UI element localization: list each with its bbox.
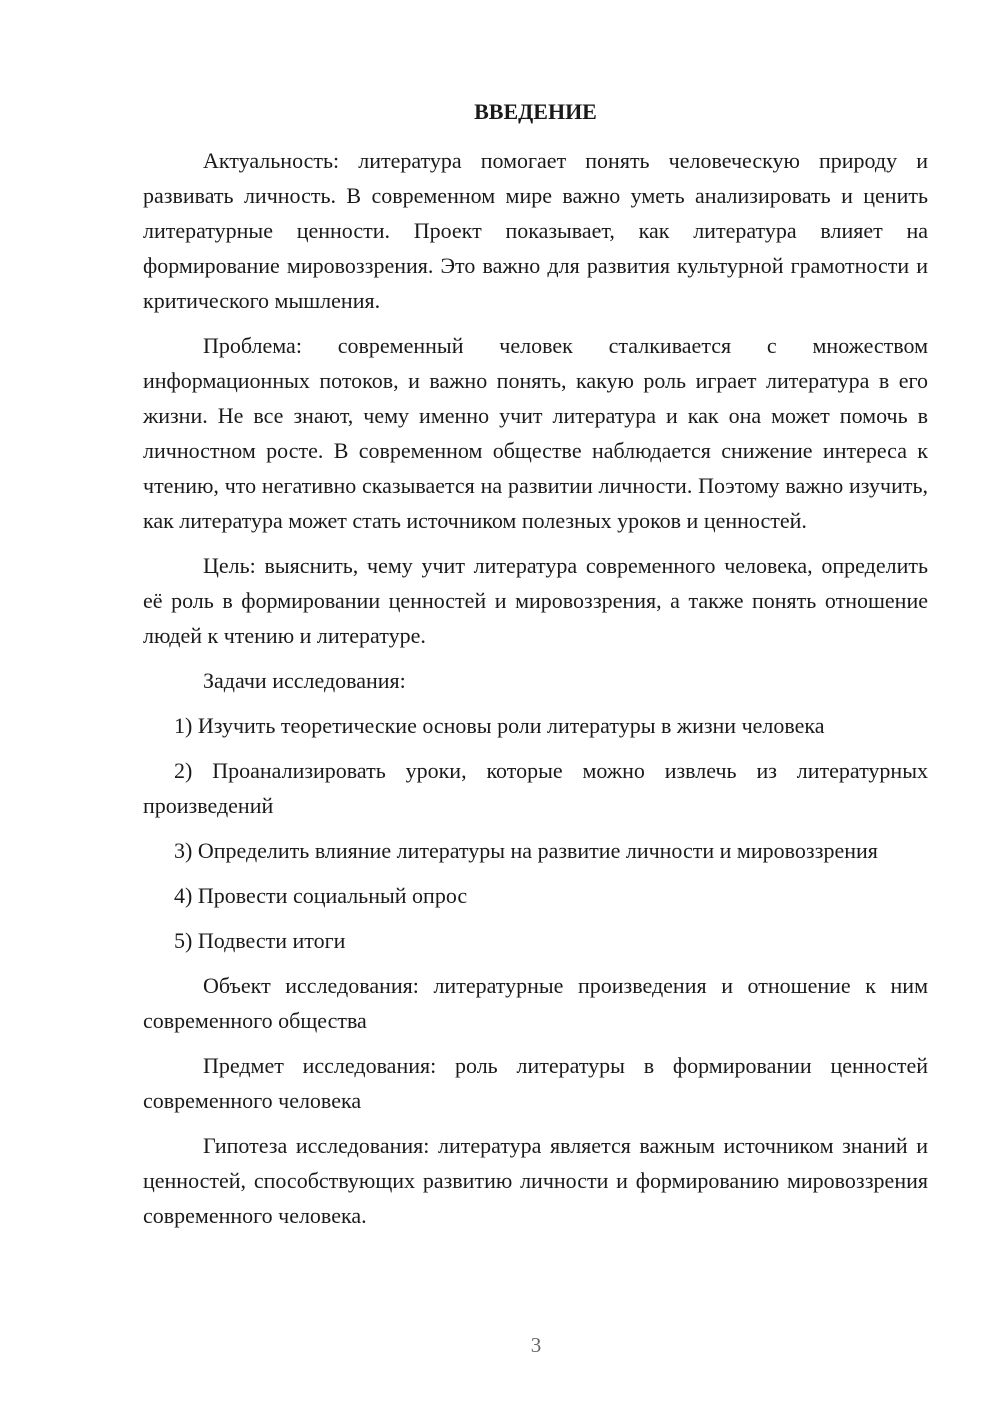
- paragraph-subject: Предмет исследования: роль литературы в формировании ценностей современного человека: [143, 1053, 928, 1113]
- task-item: 3) Определить влияние литературы на развитие личности и мировоззрения: [174, 838, 878, 863]
- task-item: 4) Провести социальный опрос: [174, 883, 468, 908]
- tasks-heading: Задачи исследования:: [203, 668, 406, 693]
- paragraph-relevance: Актуальность: литература помогает понять человеческую природу и развивать личность. В современном мире важно уметь анализировать и ценить литературные ценности. Проект показывает, как литература влияет на формирование мировоззрения. Это важно для развития культурной грамотности и критического мышления.: [143, 148, 928, 313]
- task-item: 5) Подвести итоги: [174, 928, 346, 953]
- task-item: 1) Изучить теоретические основы роли литературы в жизни человека: [174, 713, 825, 738]
- paragraph-goal: Цель: выяснить, чему учит литература современного человека, определить её роль в формировании ценностей и мировоззрения, а также понять отношение людей к чтению и литературе.: [143, 553, 928, 648]
- paragraph-problem: Проблема: современный человек сталкивается с множеством информационных потоков, и важно понять, какую роль играет литература в его жизни. Не все знают, чему именно учит литература и как она может помочь в личностном росте. В современном обществе наблюдается снижение интереса к чтению, что негативно сказывается на развитии личности. Поэтому важно изучить, как литература может стать источником полезных уроков и ценностей.: [143, 333, 928, 533]
- page-number: 3: [530, 1333, 542, 1357]
- task-item: 2) Проанализировать уроки, которые можно извлечь из литературных произведений: [143, 758, 928, 818]
- page-title: ВВЕДЕНИЕ: [474, 99, 597, 124]
- document-page: [143, 94, 928, 1243]
- paragraph-hypothesis: Гипотеза исследования: литература является важным источником знаний и ценностей, способствующих развитию личности и формированию мировоззрения современного человека.: [143, 1133, 928, 1228]
- paragraph-object: Объект исследования: литературные произведения и отношение к ним современного общества: [143, 973, 928, 1033]
